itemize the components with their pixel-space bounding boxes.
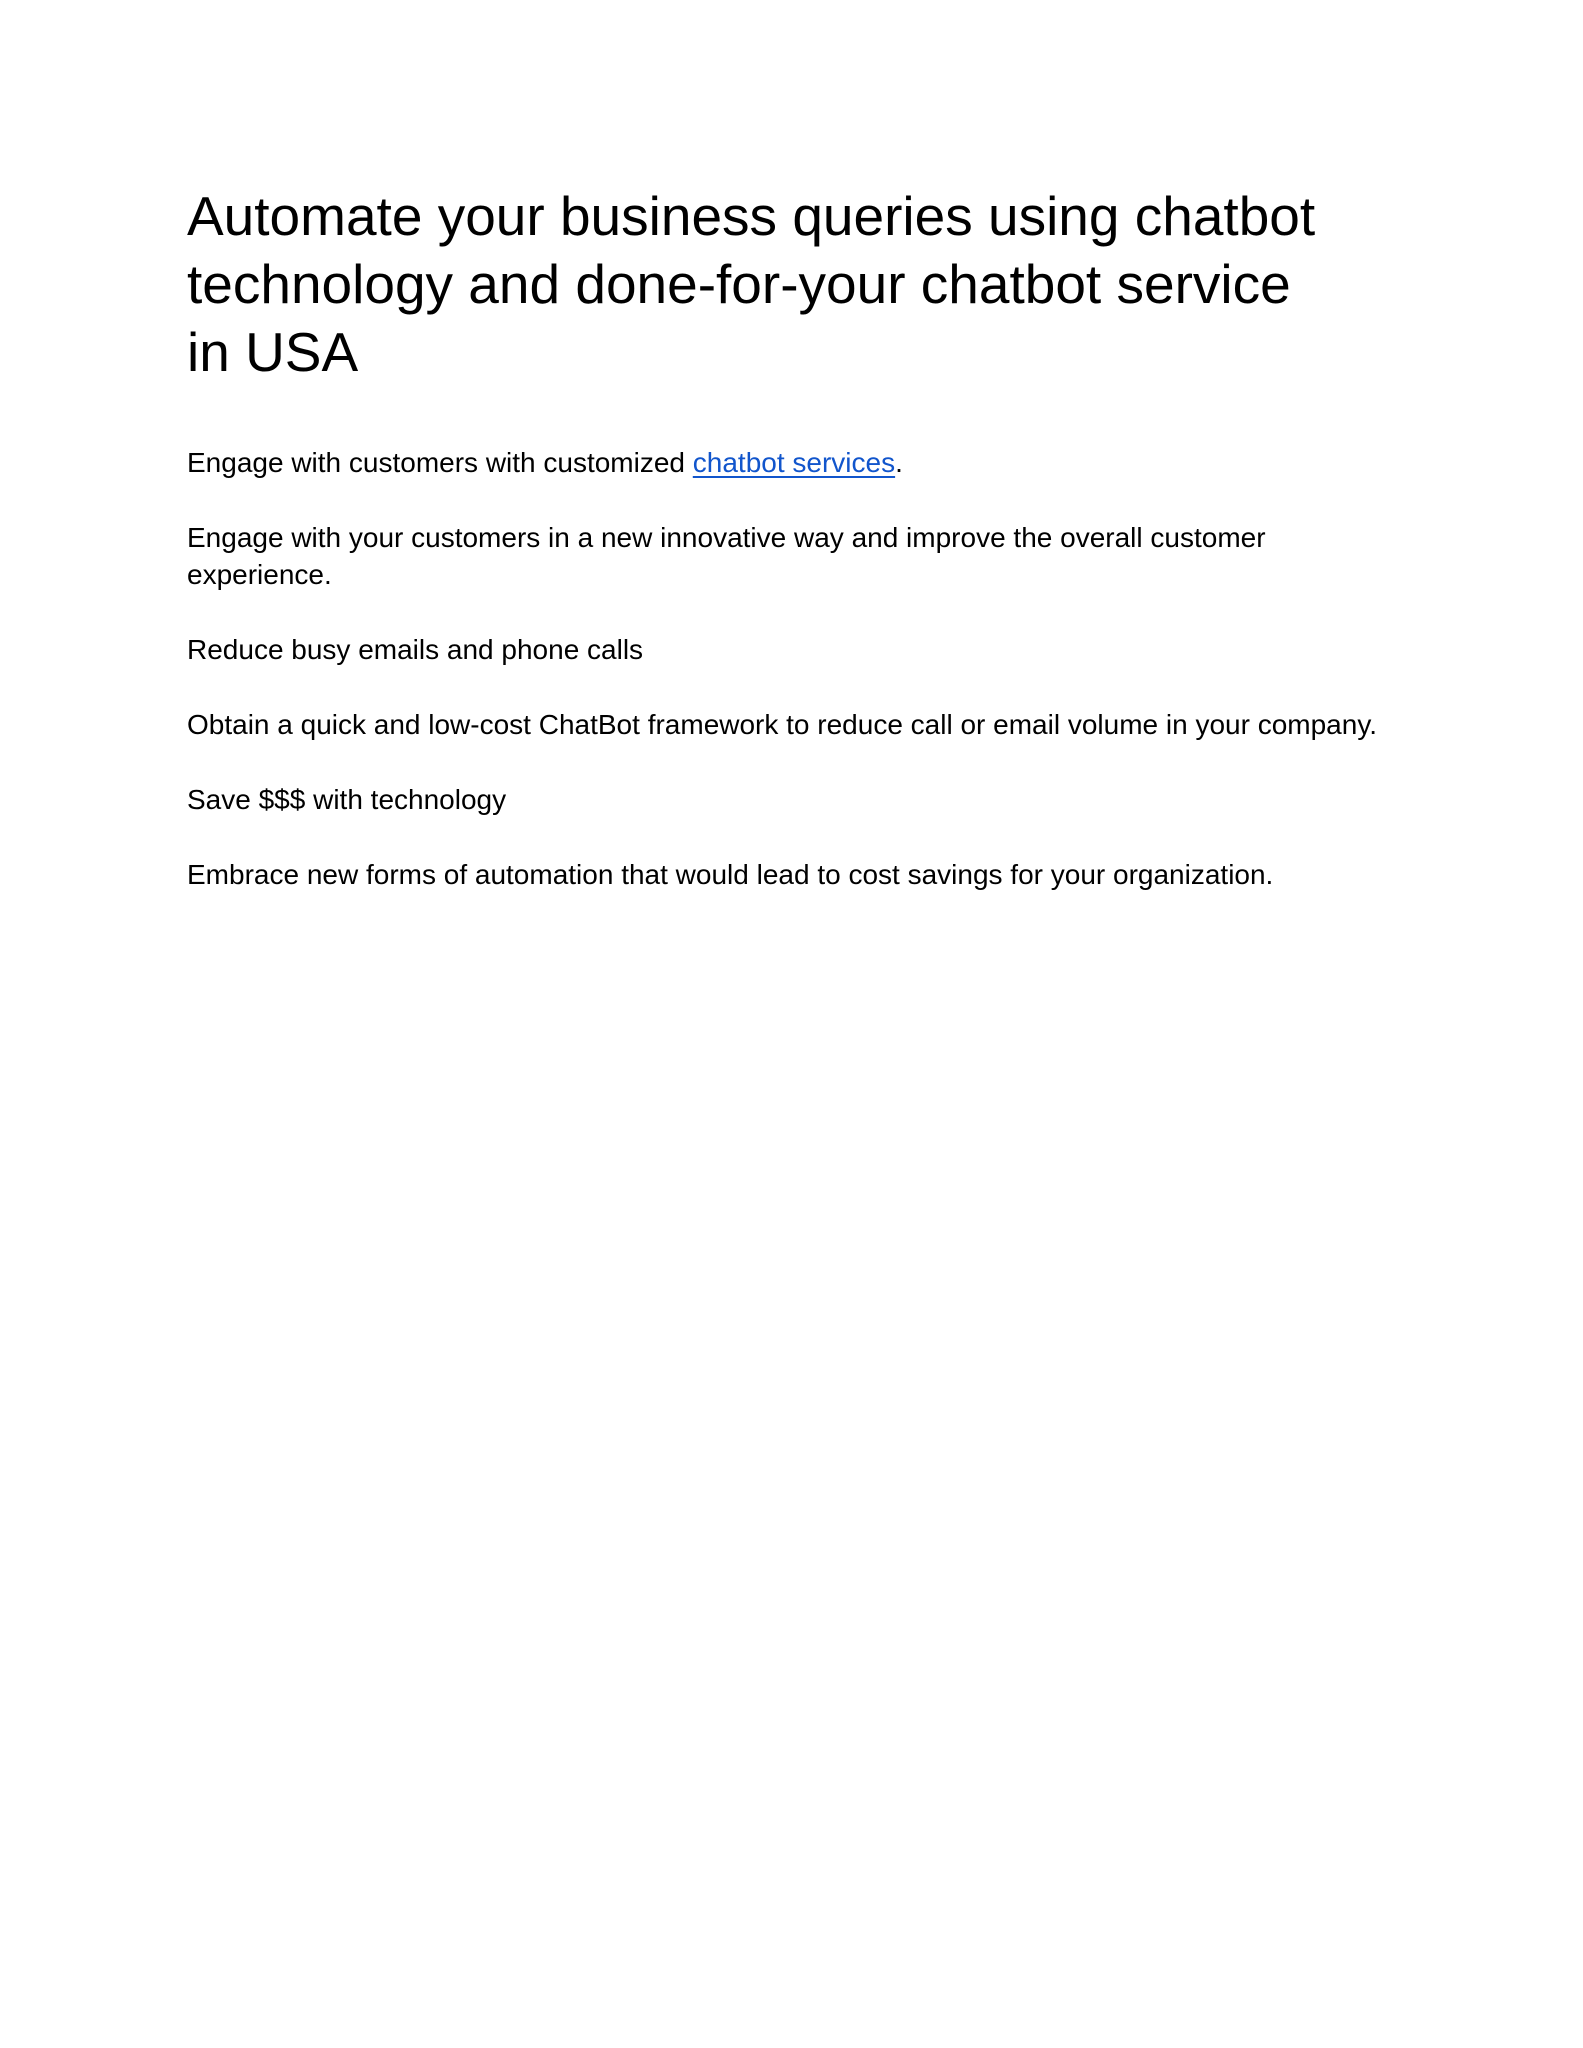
intro-punctuation: . — [895, 447, 903, 478]
paragraph-save-heading: Save $$$ with technology — [187, 784, 507, 815]
document-title: Automate your business queries using chatbot technology and done-for-your chatbot service in USA — [187, 185, 1316, 383]
paragraph-engage: Engage with your customers in a new innovative way and improve the overall customer experience. — [187, 522, 1266, 590]
paragraph-reduce-heading: Reduce busy emails and phone calls — [187, 634, 644, 665]
intro-paragraph — [187, 444, 1417, 481]
paragraph-obtain: Obtain a quick and low-cost ChatBot framework to reduce call or email volume in your company. — [187, 709, 1378, 740]
paragraph-embrace: Embrace new forms of automation that would lead to cost savings for your organization. — [187, 859, 1274, 890]
intro-text: Engage with customers with customized — [187, 447, 693, 478]
document-body — [187, 182, 1417, 893]
chatbot-services-link[interactable]: chatbot services — [692, 447, 896, 478]
